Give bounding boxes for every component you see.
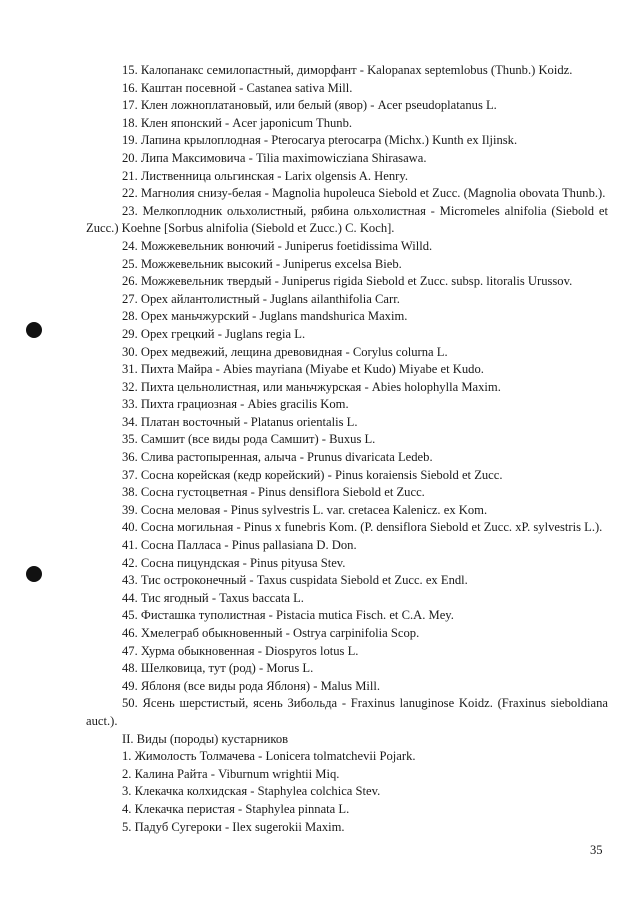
list-entry: 43. Тис остроконечный - Taxus cuspidata Siebold et Zucc. ex Endl. [122, 573, 468, 588]
list-entry: 17. Клен ложноплатановый, или белый (явор) - Acer pseudoplatanus L. [122, 98, 497, 113]
list-entry: 15. Калопанакс семилопастный, диморфант - Kalopanax septemlobus (Thunb.) Koidz. [122, 63, 573, 77]
list-entry: 50. Ясень шерстистый, ясень Зибольда - Fraxinus lanuginose Koidz. (Fraxinus sieboldiana auct.). [86, 696, 608, 728]
list-entry: 30. Орех медвежий, лещина древовидная - Corylus colurna L. [122, 344, 448, 359]
list-entry: 49. Яблоня (все виды рода Яблоня) - Malus Mill. [122, 678, 381, 693]
page-number: 35 [590, 843, 603, 857]
list-entry: 29. Орех грецкий - Juglans regia L. [122, 326, 306, 341]
list-entry: 23. Мелкоплодник ольхолистный, рябина ольхолистная - Micromeles alnifolia (Siebold et Zucc.) Koehne [Sorbus alnifolia (Siebold et Zucc.) C. Koch]. [86, 203, 608, 236]
list-entry: 40. Сосна могильная - Pinus x funebris Kom. (P. densiflora Siebold et Zucc. xP. sylvestris L.). [122, 520, 603, 535]
list-entry: 37. Сосна корейская (кедр корейский) - Pinus koraiensis Siebold et Zucc. [122, 467, 503, 482]
list-entry: II. Виды (породы) кустарников [122, 731, 289, 746]
list-entry: 3. Клекачка колхидская - Staphylea colchica Stev. [122, 784, 381, 799]
list-entry: 44. Тис ягодный - Taxus baccata L. [122, 590, 304, 605]
list-entry: 27. Орех айлантолистный - Juglans ailanthifolia Carr. [122, 291, 400, 306]
list-entry: 42. Сосна пицундская - Pinus pityusa Stev. [122, 555, 346, 570]
list-entry: 24. Можжевельник вонючий - Juniperus foetidissima Willd. [122, 238, 433, 253]
list-entry: 39. Сосна меловая - Pinus sylvestris L. var. cretacea Kalenicz. ex Kom. [122, 502, 488, 517]
list-entry: 19. Лапина крылоплодная - Pterocarya pterocarpa (Michx.) Kunth ex Iljinsk. [122, 133, 518, 148]
list-entry: 2. Калина Райта - Viburnum wrightii Miq. [122, 766, 340, 781]
list-entry: 4. Клекачка перистая - Staphylea pinnata L. [122, 801, 350, 816]
list-entry: 16. Каштан посевной - Castanea sativa Mill. [122, 80, 353, 95]
list-entry: 41. Сосна Палласа - Pinus pallasiana D. Don. [122, 538, 357, 553]
list-entry: 26. Можжевельник твердый - Juniperus rigida Siebold et Zucc. subsp. litoralis Urussov. [122, 274, 573, 289]
list-entry: 47. Хурма обыкновенная - Diospyros lotus L. [122, 643, 359, 658]
list-entry: 22. Магнолия снизу-белая - Magnolia hupoleuca Siebold et Zucc. (Magnolia obovata Thunb.). [122, 186, 606, 201]
punch-hole-mark [26, 566, 42, 582]
list-entry: 31. Пихта Майра - Abies mayriana (Miyabe et Kudo) Miyabe et Kudo. [122, 362, 484, 377]
list-entry: 32. Пихта цельнолистная, или маньчжурская - Abies holophylla Maxim. [122, 379, 501, 394]
list-entry: 34. Платан восточный - Platanus orientalis L. [122, 414, 358, 429]
species-list [86, 62, 608, 836]
list-entry: 20. Липа Максимовича - Tilia maximowicziana Shirasawa. [122, 150, 427, 165]
list-entry: 1. Жимолость Толмачева - Lonicera tolmatchevii Pojark. [122, 749, 416, 764]
list-entry: 35. Самшит (все виды рода Самшит) - Buxus L. [122, 432, 376, 447]
list-entry: 28. Орех маньчжурский - Juglans mandshurica Maxim. [122, 309, 408, 324]
list-entry: 21. Лиственница ольгинская - Larix olgensis A. Henry. [122, 168, 408, 183]
list-entry: 5. Падуб Сугероки - Ilex sugerokii Maxim. [122, 819, 345, 834]
list-entry: 18. Клен японский - Acer japonicum Thunb. [122, 115, 353, 130]
list-entry: 25. Можжевельник высокий - Juniperus excelsa Bieb. [122, 256, 402, 271]
list-entry: 33. Пихта грациозная - Abies gracilis Kom. [122, 397, 349, 412]
list-entry: 38. Сосна густоцветная - Pinus densiflora Siebold et Zucc. [122, 485, 425, 500]
punch-hole-mark [26, 322, 42, 338]
list-entry: 36. Слива растопыренная, алыча - Prunus divaricata Ledeb. [122, 450, 433, 465]
list-entry: 45. Фисташка туполистная - Pistacia mutica Fisch. et C.A. Mey. [122, 608, 454, 623]
list-entry: 48. Шелковица, тут (род) - Morus L. [122, 661, 314, 676]
list-entry: 46. Хмелеграб обыкновенный - Ostrya carpinifolia Scop. [122, 626, 420, 640]
